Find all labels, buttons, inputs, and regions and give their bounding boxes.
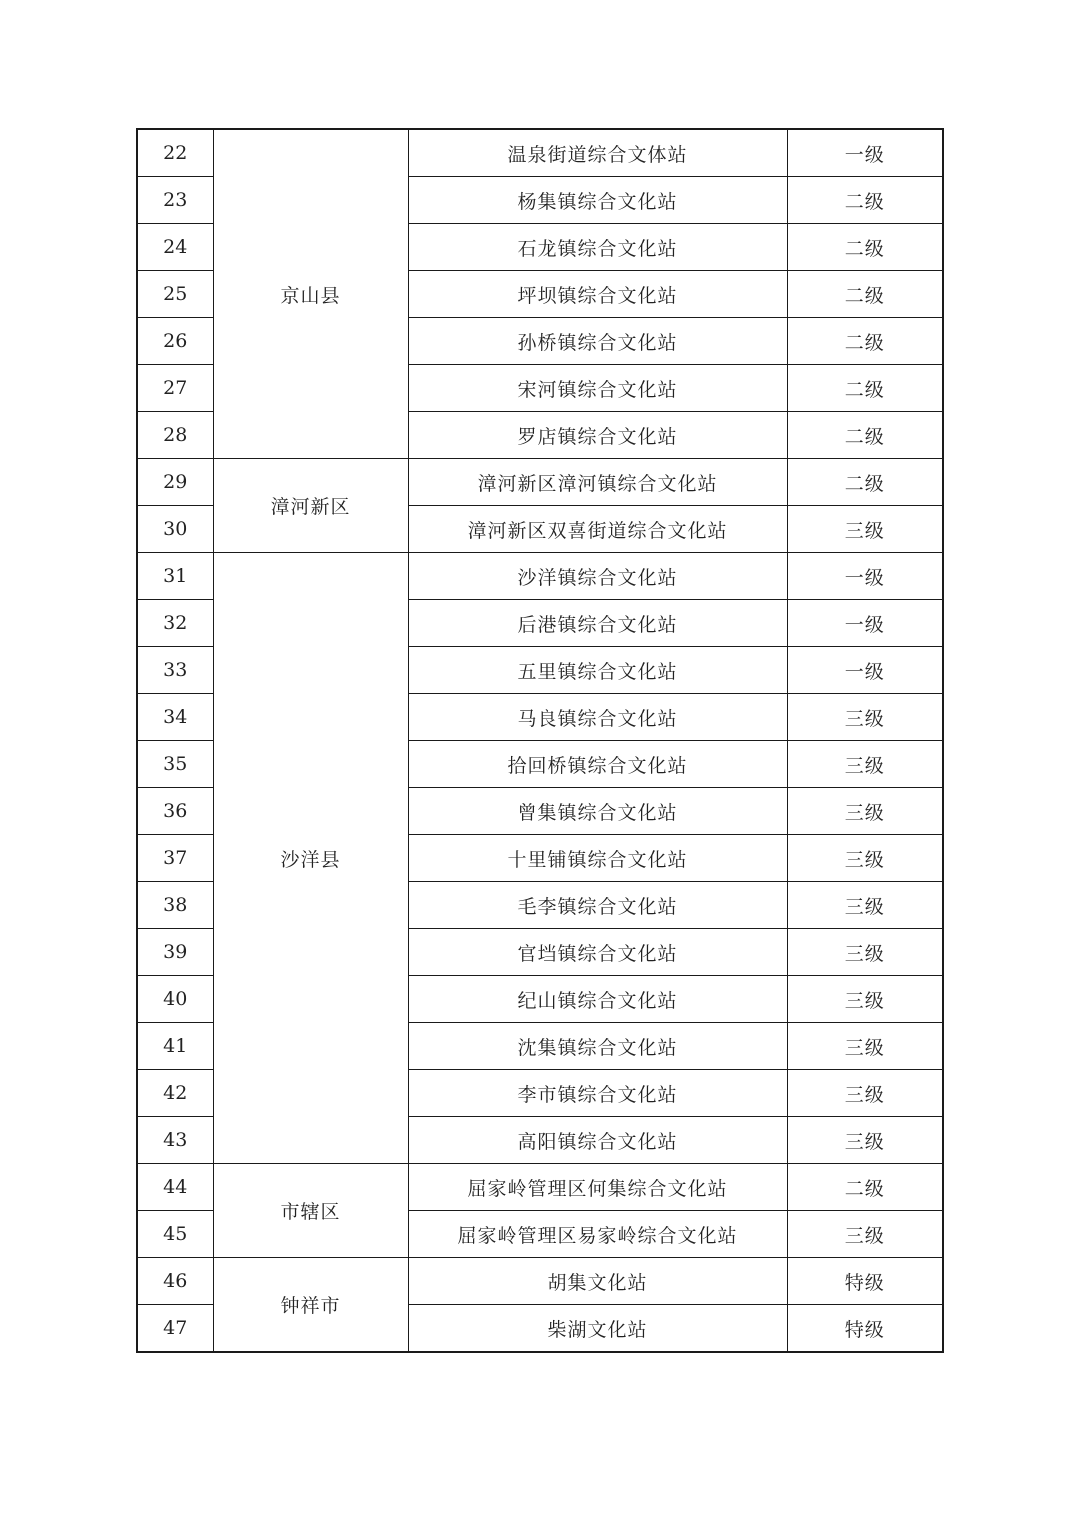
row-number-cell: 45 [137,1211,213,1258]
level-cell: 三级 [787,694,943,741]
station-name-cell: 孙桥镇综合文化站 [408,318,787,365]
station-name-cell: 高阳镇综合文化站 [408,1117,787,1164]
station-table-body [137,129,943,1352]
station-name-cell: 五里镇综合文化站 [408,647,787,694]
station-name-cell: 屈家岭管理区易家岭综合文化站 [408,1211,787,1258]
area-cell: 京山县 [213,129,408,459]
station-name-cell: 宋河镇综合文化站 [408,365,787,412]
level-cell: 三级 [787,1070,943,1117]
station-name-cell: 罗店镇综合文化站 [408,412,787,459]
station-name-cell: 温泉街道综合文体站 [408,129,787,177]
station-name-cell: 杨集镇综合文化站 [408,177,787,224]
level-cell: 特级 [787,1258,943,1305]
level-cell: 特级 [787,1305,943,1353]
station-name-cell: 拾回桥镇综合文化站 [408,741,787,788]
row-number-cell: 37 [137,835,213,882]
level-cell: 一级 [787,600,943,647]
row-number-cell: 46 [137,1258,213,1305]
level-cell: 二级 [787,318,943,365]
station-name-cell: 坪坝镇综合文化站 [408,271,787,318]
row-number-cell: 38 [137,882,213,929]
row-number-cell: 29 [137,459,213,506]
station-name-cell: 曾集镇综合文化站 [408,788,787,835]
station-name-cell: 沈集镇综合文化站 [408,1023,787,1070]
level-cell: 三级 [787,1211,943,1258]
table-row [137,459,943,506]
station-name-cell: 纪山镇综合文化站 [408,976,787,1023]
row-number-cell: 43 [137,1117,213,1164]
station-name-cell: 官垱镇综合文化站 [408,929,787,976]
level-cell: 二级 [787,177,943,224]
level-cell: 三级 [787,788,943,835]
row-number-cell: 42 [137,1070,213,1117]
row-number-cell: 41 [137,1023,213,1070]
level-cell: 三级 [787,506,943,553]
level-cell: 二级 [787,271,943,318]
level-cell: 三级 [787,882,943,929]
area-cell: 沙洋县 [213,553,408,1164]
station-name-cell: 石龙镇综合文化站 [408,224,787,271]
row-number-cell: 26 [137,318,213,365]
station-name-cell: 沙洋镇综合文化站 [408,553,787,600]
row-number-cell: 36 [137,788,213,835]
station-name-cell: 漳河新区双喜街道综合文化站 [408,506,787,553]
row-number-cell: 24 [137,224,213,271]
level-cell: 三级 [787,1023,943,1070]
level-cell: 二级 [787,224,943,271]
row-number-cell: 39 [137,929,213,976]
table-row [137,1258,943,1305]
row-number-cell: 47 [137,1305,213,1353]
level-cell: 一级 [787,553,943,600]
row-number-cell: 22 [137,129,213,177]
row-number-cell: 34 [137,694,213,741]
station-name-cell: 毛李镇综合文化站 [408,882,787,929]
station-name-cell: 胡集文化站 [408,1258,787,1305]
station-name-cell: 马良镇综合文化站 [408,694,787,741]
level-cell: 二级 [787,1164,943,1211]
station-name-cell: 十里铺镇综合文化站 [408,835,787,882]
area-cell: 市辖区 [213,1164,408,1258]
row-number-cell: 31 [137,553,213,600]
row-number-cell: 27 [137,365,213,412]
table-row [137,129,943,177]
level-cell: 三级 [787,929,943,976]
area-cell: 漳河新区 [213,459,408,553]
level-cell: 二级 [787,412,943,459]
row-number-cell: 40 [137,976,213,1023]
row-number-cell: 28 [137,412,213,459]
level-cell: 二级 [787,459,943,506]
row-number-cell: 35 [137,741,213,788]
row-number-cell: 23 [137,177,213,224]
station-name-cell: 屈家岭管理区何集综合文化站 [408,1164,787,1211]
level-cell: 二级 [787,365,943,412]
level-cell: 三级 [787,976,943,1023]
station-name-cell: 后港镇综合文化站 [408,600,787,647]
table-row [137,553,943,600]
row-number-cell: 32 [137,600,213,647]
row-number-cell: 44 [137,1164,213,1211]
row-number-cell: 30 [137,506,213,553]
level-cell: 一级 [787,129,943,177]
level-cell: 三级 [787,1117,943,1164]
level-cell: 三级 [787,741,943,788]
level-cell: 一级 [787,647,943,694]
area-cell: 钟祥市 [213,1258,408,1353]
row-number-cell: 33 [137,647,213,694]
level-cell: 三级 [787,835,943,882]
row-number-cell: 25 [137,271,213,318]
station-name-cell: 李市镇综合文化站 [408,1070,787,1117]
table-row [137,1164,943,1211]
station-table [136,128,944,1353]
station-name-cell: 柴湖文化站 [408,1305,787,1353]
station-name-cell: 漳河新区漳河镇综合文化站 [408,459,787,506]
